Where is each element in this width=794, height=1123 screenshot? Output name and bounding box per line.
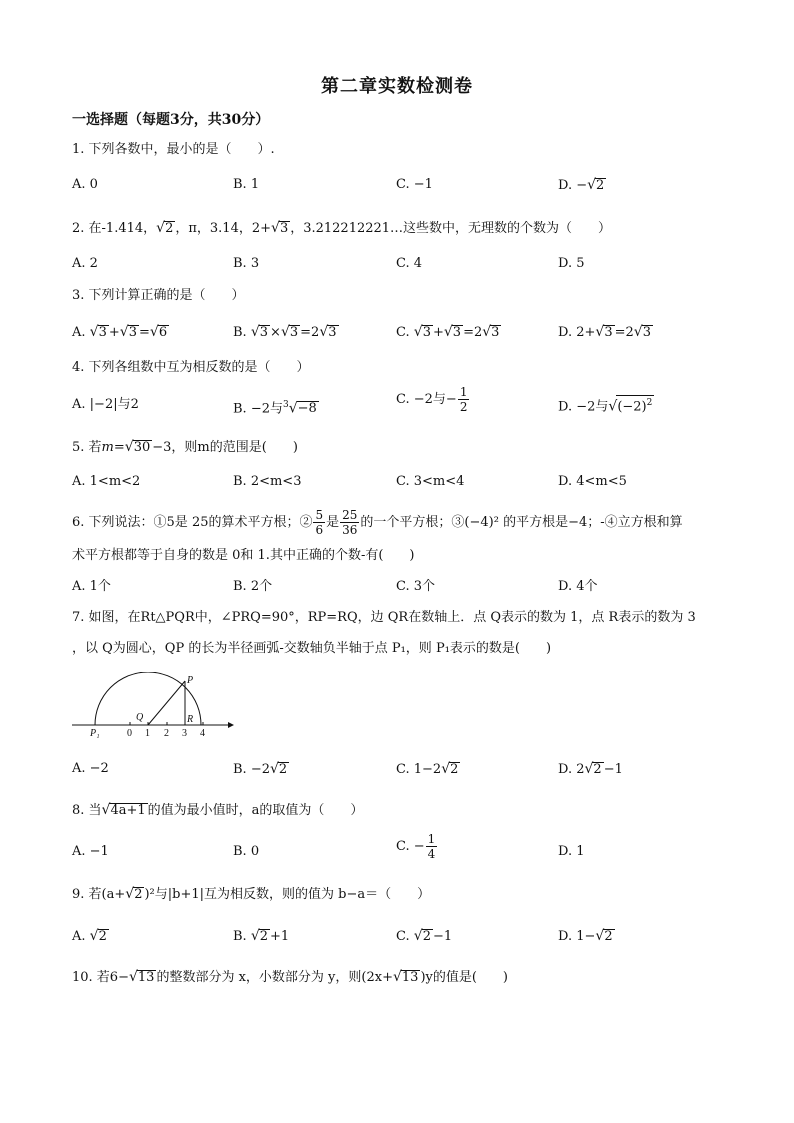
q3-option-c: C. √3 +√3 =2√3 [396,324,500,340]
question-7-line-2: ，以 Q为圆心，QP 的长为半径画弧-交数轴负半轴于点 P₁，则 P₁表示的数是( ) [72,641,552,656]
q9-option-d: D. 1−√2 [558,928,613,944]
q2-option-d: D. 5 [558,256,585,271]
label-r: R [187,714,194,725]
question-9: 9. 若(a+√2 )²与|b+1|互为相反数，则的值为 b−a＝（ ） [72,886,431,902]
q5-option-d: D. 4<m<5 [558,474,627,489]
question-8: 8. 当√4a+1 的值为最小值时，a的取值为（ ） [72,802,364,818]
q2-option-c: C. 4 [396,256,423,271]
q4-option-a: A. |−2|与2 [72,397,139,412]
q6-option-d: D. 4个 [558,579,598,594]
q9-option-c: C. √2 −1 [396,928,453,944]
q6-option-a: A. 1个 [72,579,111,594]
q3-option-b: B. √3 ×√3 =2√3 [233,324,337,340]
question-3: 3. 下列计算正确的是（ ） [72,288,245,303]
q6-option-c: C. 3个 [396,579,436,594]
question-6-line-1: 6. 下列说法：①5是 25的算术平方根；② $\frac{5}{6}$ 是 $\frac{25}{36}$ 的一个平方根；③(−4)² 的平方根是−4；-④立方根和算 [72,508,683,537]
q1-option-a: A. 0 [72,177,98,192]
q2-option-a: A. 2 [72,256,98,271]
label-p1: P₁ [90,728,100,739]
q8-option-a: A. −1 [72,844,109,859]
q5-option-c: C. 3<m<4 [396,474,465,489]
label-p: P [187,675,194,686]
question-6-line-2: 术平方根都等于自身的数是 0和 1.其中正确的个数-有( ) [72,548,415,563]
q1-option-d: D. −√2 [558,177,605,193]
q8-option-b: B. 0 [233,844,260,859]
question-4: 4. 下列各组数中互为相反数的是（ ） [72,360,310,375]
q5-option-b: B. 2<m<3 [233,474,302,489]
q4-option-c: C. −2与− $\frac{1}{2}$ [396,385,468,414]
q3-option-d: D. 2+√3 =2√3 [558,324,651,340]
section-heading: 一选择题（每题3分，共30分） [72,112,270,128]
q8-option-c: C. − $\frac{1}{4}$ [396,832,436,861]
question-1: 1. 下列各数中，最小的是（ ）. [72,142,275,157]
segment-qp [148,681,185,725]
q5-option-a: A. 1<m<2 [72,474,141,489]
tick-label-1: 1 [145,728,150,739]
q8-option-d: D. 1 [558,844,585,859]
q4-option-b: B. −2与$^3$√−8 [233,400,317,417]
q3-option-a: A. √3 +√3 =√6 [72,324,168,340]
question-10: 10. 若6−√13 的整数部分为 x，小数部分为 y，则(2x+√13 )y的值是( ) [72,969,508,985]
question-7-line-1: 7. 如图，在Rt△PQR中，∠PRQ=90°，RP=RQ，边 QR在数轴上．点 Q表示的数为 1，点 R表示的数为 3 [72,610,696,625]
question-5: 5. 若m=√30 −3，则m的范围是( ) [72,439,298,455]
tick-label-2: 2 [164,728,169,739]
label-q: Q [136,712,144,723]
q7-option-d: D. 2√2 −1 [558,761,623,777]
q7-option-c: C. 1−2√2 [396,761,459,777]
q4-option-d: D. −2与$√(-2)^2$ [558,395,654,417]
q9-option-a: A. √2 [72,928,107,944]
tick-label-4: 4 [200,728,205,739]
q7-option-b: B. −2√2 [233,761,288,777]
page-title: 第二章实数检测卷 [321,76,473,97]
tick-label-3: 3 [182,728,187,739]
q6-option-b: B. 2个 [233,579,273,594]
question-2: 2. 在-1.414，√2 ，π，3.14，2+√3 ，3.212212221…这些数中，无理数的个数为（ ） [72,220,612,236]
q2-option-b: B. 3 [233,256,260,271]
q1-option-b: B. 1 [233,177,260,192]
tick-label-0: 0 [127,728,132,739]
q9-option-b: B. √2 +1 [233,928,290,944]
q7-option-a: A. −2 [72,761,109,776]
q1-option-c: C. −1 [396,177,433,192]
number-line-figure [70,672,235,740]
arrow-head-icon [228,722,234,728]
